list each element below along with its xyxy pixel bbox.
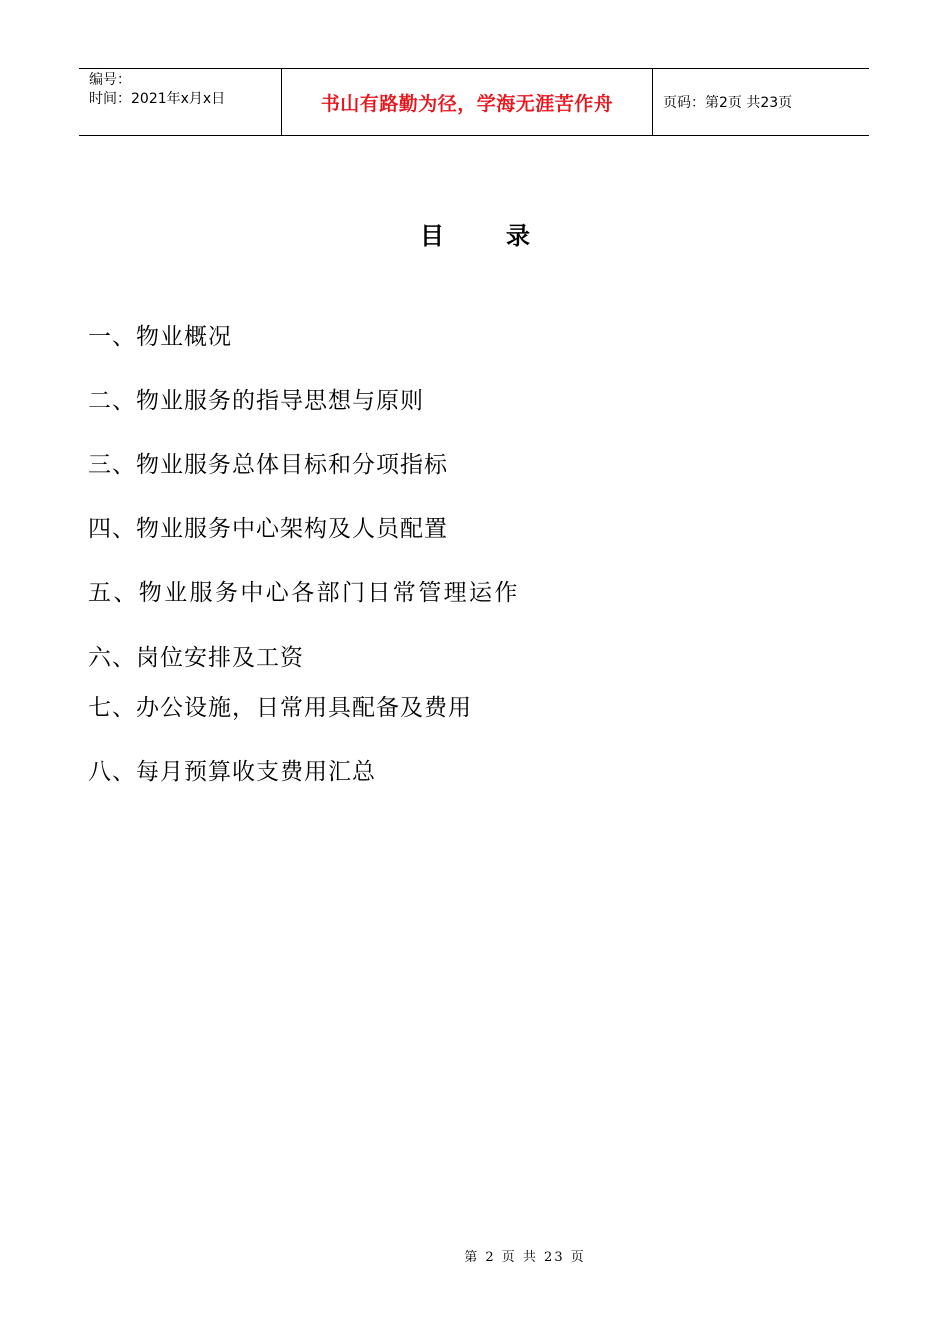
header-table [79,68,869,136]
toc-item: 一、物业概况 [88,324,232,350]
header-meta-cell [79,69,281,135]
header-page-cell [653,69,869,135]
header-motto-cell [281,69,653,135]
toc-item: 八、每月预算收支费用汇总 [88,759,376,785]
toc-item: 三、物业服务总体目标和分项指标 [88,452,448,478]
page-footer: 第 2 页 共 23 页 [464,1250,586,1265]
motto-text: 书山有路勤为径，学海无涯苦作舟 [320,92,614,115]
toc-item: 六、岗位安排及工资 [88,645,304,671]
toc-item: 五、物业服务中心各部门日常管理运作 [88,580,520,606]
toc-item: 七、办公设施，日常用具配备及费用 [88,695,472,721]
toc-item: 四、物业服务中心架构及人员配置 [88,516,448,542]
page-info: 页码：第2页 共23页 [663,95,793,111]
toc-item: 二、物业服务的指导思想与原则 [88,388,424,414]
time-label: 时间：2021年x月x日 [89,91,226,107]
number-label: 编号： [89,72,131,88]
toc-title: 目录 [420,221,592,250]
